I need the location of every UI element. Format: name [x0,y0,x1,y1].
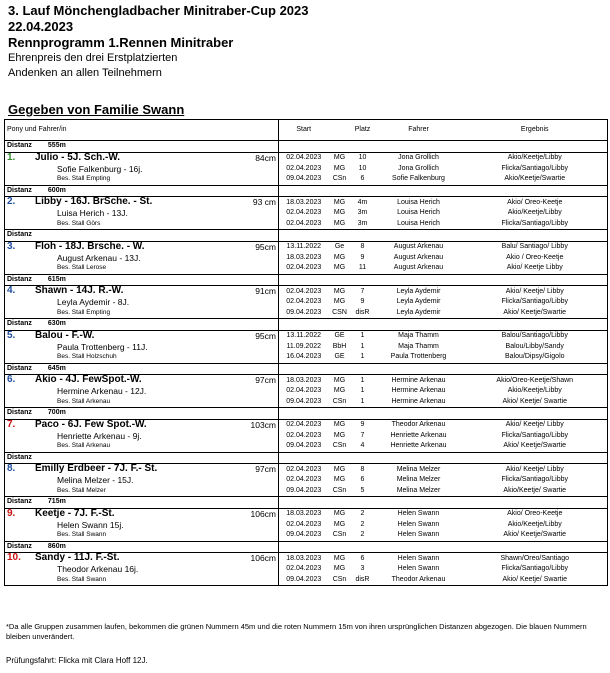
placement: 9 [360,298,365,306]
entry-row [5,486,608,497]
entry-row [5,553,608,565]
track-code: CSn [329,441,351,452]
start-number: 8. [7,463,16,474]
placement: disR [351,308,375,319]
race-program: Rennprogramm 1.Rennen Minitraber [8,35,234,50]
pony-name: Akio - 4J. FewSpot.-W. [35,374,142,385]
placement: 10 [358,164,367,172]
driver-name: Helen Swann [397,520,440,528]
distance-value: 600m [47,186,66,194]
race-result: Shawn/Oreo/Santiago [463,553,608,565]
placement: 2 [360,510,365,517]
placement: 1 [360,387,365,395]
stall-cell: Bes. Stall Görs [5,219,279,230]
pony-height: 97cm [255,464,276,474]
track-code: CSn [329,174,351,185]
pony-cell [5,375,279,387]
pony-cell [5,152,279,164]
start-number: 4. [7,285,16,296]
driver-name: Henriette Arkenau [375,441,463,452]
distance-label: Distanz [7,453,32,461]
rider-cell: August Arkenau - 13J. [5,253,279,264]
track-code: CSn [329,397,351,408]
race-date: 22.04.2023 [8,19,74,34]
start-date: 02.04.2023 [286,520,322,528]
driver-name: Louisa Herich [375,219,463,230]
rider-cell: Luisa Herich - 13J. [5,208,279,219]
start-date: 02.04.2023 [286,209,322,217]
distance-label: Distanz [7,231,32,239]
prize-line-2: Andenken an allen Teilnehmern [8,67,162,79]
race-result: Akio/ Keetje Libby [463,263,608,274]
start-number: 10. [7,552,21,563]
race-result: Akio/Keetje/Libby [463,386,608,397]
entry-row [5,219,608,230]
driver-name: Helen Swann [397,565,440,573]
start-date: 16.04.2023 [279,352,329,363]
entry-row [5,241,608,253]
entry-row [5,152,608,164]
race-result: Balou/Dipsy/Gigolo [463,352,608,363]
start-date: 02.04.2023 [286,287,322,295]
race-result: Akio/ Keetje/Swartie [463,530,608,541]
placement: 8 [360,465,365,473]
pony-height: 97cm [255,375,276,385]
driver-name: August Arkenau [375,263,463,274]
driver-name: Helen Swann [397,510,440,517]
placement: 7 [360,431,365,439]
pony-name: Emilly Erdbeer - 7J. F.- St. [35,463,158,474]
entry-row [5,464,608,476]
distance-cell [5,452,279,464]
entry-row [5,431,608,442]
distance-cell [5,363,279,375]
start-number: 2. [7,196,16,207]
race-result: Akio/Oreo-Keetje/Shawn [463,375,608,387]
distance-cell [5,541,279,553]
driver-name: Maja Thamm [398,342,439,350]
start-date: 18.03.2023 [286,376,322,384]
placement: 10 [358,154,367,161]
entry-row [5,520,608,531]
driver-name: Jona Grollich [398,164,439,172]
entry-row [5,419,608,431]
start-number: 7. [7,419,16,430]
entry-row [5,174,608,185]
entry-row [5,342,608,353]
race-result: Flicka/Santiago/Libby [463,219,608,230]
start-date: 02.04.2023 [286,298,322,306]
distance-label: Distanz [7,142,32,150]
start-date: 18.03.2023 [286,198,322,206]
entry-row [5,564,608,575]
placement: 4 [351,441,375,452]
start-date: 09.04.2023 [279,174,329,185]
stall-cell: Bes. Stall Swann [5,575,279,586]
race-result: Flicka/Santiago/Libby [463,564,608,575]
race-result: Flicka/Santiago/Libby [463,164,608,175]
pony-cell [5,330,279,342]
stall-cell: Bes. Stall Arkenau [5,441,279,452]
pony-height: 84cm [255,152,276,163]
entry-row [5,197,608,209]
distance-value: 860m [47,542,66,550]
driver-name: Henriette Arkenau [390,431,447,439]
pony-cell [5,553,279,565]
document-header [8,3,309,81]
rider-cell: Henriette Arkenau - 9j. [5,431,279,442]
pony-height: 106cm [250,553,276,563]
prize-line-1: Ehrenpreis den drei Erstplatzierten [8,52,178,64]
placement: 11 [351,263,375,274]
placement: 9 [360,421,365,428]
entry-row [5,263,608,274]
distance-label: Distanz [7,275,32,283]
start-date: 02.04.2023 [286,465,322,473]
document-title: 3. Lauf Mönchengladbacher Minitraber-Cup 2023 [8,3,309,18]
track-code: MG [329,263,351,274]
driver-name: Sofie Falkenburg [375,174,463,185]
start-date: 09.04.2023 [279,397,329,408]
track-code: MG [333,421,346,428]
distance-value: 630m [47,320,66,328]
distance-row [5,541,608,553]
race-result: Akio/Keetje/Libby [463,152,608,164]
start-date: 02.04.2023 [286,154,322,161]
track-code: MG [333,510,346,517]
stall-cell: Bes. Stall Holzschuh [5,352,279,363]
race-result: Flicka/Santiago/Libby [463,431,608,442]
start-date: 09.04.2023 [279,575,329,586]
start-number: 1. [7,152,16,163]
stall-cell: Bes. Stall Empting [5,308,279,319]
start-date: 02.04.2023 [286,431,322,439]
race-result: Akio/ Oreo-Keetje [463,508,608,520]
race-program-table [4,119,608,586]
distance-row [5,230,608,242]
start-date: 09.04.2023 [279,486,329,497]
driver-name: August Arkenau [393,243,444,250]
placement: disR [351,575,375,586]
track-code: MG [333,253,346,261]
driver-name: Helen Swann [397,554,440,562]
entry-row [5,441,608,452]
rider-cell: Helen Swann 15j. [5,520,279,531]
driver-name: August Arkenau [393,253,444,261]
pony-cell [5,464,279,476]
placement: 9 [360,253,365,261]
entry-row [5,375,608,387]
start-date: 02.04.2023 [286,164,322,172]
pony-height: 93 cm [252,197,276,207]
driver-name: Jona Grollich [398,154,439,161]
race-result: Akio/Keetje/Libby [463,520,608,531]
distance-label: Distanz [7,364,32,372]
track-code: CSn [329,575,351,586]
distance-value: 715m [47,498,66,506]
race-result: Akio/Keetje/Swartie [463,174,608,185]
track-code: MG [333,198,346,206]
distance-cell [5,185,279,197]
rider-cell: Leyla Aydemir - 8J. [5,297,279,308]
start-date: 02.04.2023 [279,219,329,230]
track-code: CSN [329,308,351,319]
placement: 4m [357,198,368,206]
race-result: Balou/Libby/Sandy [463,342,608,353]
start-date: 02.04.2023 [286,421,322,428]
distance-row [5,408,608,420]
entry-row [5,286,608,298]
race-result: Akio / Oreo-Keetje [463,253,608,264]
race-result: Akio/ Oreo-Keetje [463,197,608,209]
driver-name: Louisa Herich [397,209,440,217]
start-date: 11.09.2022 [286,342,321,350]
track-code: MG [333,287,346,295]
track-code: CSn [329,486,351,497]
placement: 6 [360,554,365,562]
track-code: MG [333,476,346,484]
placement: 3m [357,209,368,217]
entry-row [5,386,608,397]
start-date: 02.04.2023 [279,263,329,274]
entry-row [5,208,608,219]
race-result: Akio/ Keetje/ Libby [463,419,608,431]
race-result: Balu/ Santiago/ Libby [463,241,608,253]
column-header-pony: Pony und Fahrer/in [5,120,279,141]
placement: 1 [360,376,365,384]
placement: 6 [360,476,365,484]
distance-value: 645m [47,364,66,372]
driver-name: Theodor Arkenau [391,421,446,428]
track-code: MG [333,164,346,172]
start-number: 6. [7,374,16,385]
distance-cell [5,274,279,286]
placement: 6 [351,174,375,185]
entry-row [5,308,608,319]
pony-cell [5,286,279,298]
distance-row [5,141,608,153]
rider-cell: Hermine Arkenau - 12J. [5,386,279,397]
track-code: MG [333,376,346,384]
placement: 3 [360,565,365,573]
driver-name: Melina Melzer [396,465,441,473]
distance-label: Distanz [7,186,32,194]
track-code: Ge [334,243,345,250]
driver-name: Leyla Aydemir [375,308,463,319]
race-result: Flicka/Santiago/Libby [463,475,608,486]
track-code: MG [333,387,346,395]
given-by: Gegeben von Familie Swann [8,102,185,117]
distance-cell [5,319,279,331]
start-date: 09.04.2023 [279,530,329,541]
race-result: Akio/ Keetje/ Swartie [463,575,608,586]
start-number: 5. [7,330,16,341]
pony-cell [5,241,279,253]
distance-value: 700m [47,409,66,417]
pony-name: Sandy - 11J. F.-St. [35,552,120,563]
placement: 1 [360,332,365,339]
race-result: Akio/Keetje/Libby [463,208,608,219]
start-date: 02.04.2023 [286,387,322,395]
start-date: 18.03.2023 [286,253,322,261]
column-header-start: Start [279,120,329,141]
track-code: GE [329,352,351,363]
race-result: Akio/ Keetje/Swartie [463,308,608,319]
start-date: 13.11.2022 [286,332,321,339]
driver-name: Maja Thamm [398,332,439,339]
start-number: 9. [7,508,16,519]
distance-row [5,319,608,331]
track-code: MG [333,565,346,573]
distance-row [5,452,608,464]
entry-row [5,352,608,363]
stall-cell: Bes. Stall Lerose [5,263,279,274]
driver-name: Hermine Arkenau [391,376,446,384]
placement: 1 [360,342,365,350]
pony-height: 106cm [250,508,276,519]
track-code: MG [333,465,346,473]
entry-row [5,530,608,541]
distance-label: Distanz [7,542,32,550]
driver-name: Helen Swann [375,530,463,541]
race-result: Flicka/Santiago/Libby [463,297,608,308]
race-result: Balou/Santiago/Libby [463,330,608,342]
track-code: BbH [332,342,347,350]
driver-name: Theodor Arkenau [375,575,463,586]
pony-height: 95cm [255,241,276,252]
track-code: MG [333,298,346,306]
distance-row [5,185,608,197]
pony-height: 95cm [255,330,276,341]
entry-row [5,253,608,264]
distance-cell [5,408,279,420]
stall-cell: Bes. Stall Swann [5,530,279,541]
race-result: Akio/ Keetje/Swartie [463,441,608,452]
track-code: MG [333,520,346,528]
driver-name: Leyla Aydemir [396,287,441,295]
stall-cell: Bes. Stall Arkenau [5,397,279,408]
driver-name: Melina Melzer [396,476,441,484]
entry-row [5,330,608,342]
pony-name: Shawn - 14J. R.-W. [35,285,124,296]
placement: 8 [360,243,365,250]
race-result: Akio/Keetje/ Swartie [463,486,608,497]
driver-name: Hermine Arkenau [375,397,463,408]
distance-label: Distanz [7,320,32,328]
column-header-ergebnis: Ergebnis [463,120,608,141]
distance-label: Distanz [7,409,32,417]
pony-name: Balou - F.-W. [35,330,95,341]
pony-name: Libby - 16J. BrSche. - St. [35,196,153,207]
placement: 3m [351,219,375,230]
distance-cell [5,497,279,509]
distance-row [5,497,608,509]
pony-name: Floh - 18J. Brsche. - W. [35,241,145,252]
distance-row [5,363,608,375]
placement: 7 [360,287,365,295]
track-code: MG [333,154,346,161]
stall-cell: Bes. Stall Melzer [5,486,279,497]
start-date: 18.03.2023 [286,510,322,517]
pony-cell [5,197,279,209]
column-header-platz: Platz [351,120,375,141]
start-date: 02.04.2023 [286,476,322,484]
entry-row [5,164,608,175]
pruefungsfahrt-note: Prüfungsfahrt: Flicka mit Clara Hoff 12J. [6,656,148,665]
driver-name: Hermine Arkenau [391,387,446,395]
start-date: 09.04.2023 [279,308,329,319]
track-code: MG [333,554,346,562]
track-code: CSn [329,530,351,541]
track-code: MG [329,219,351,230]
pony-cell [5,508,279,520]
start-date: 13.11.2022 [286,243,321,250]
race-result: Akio/ Keetje/ Libby [463,286,608,298]
entry-row [5,508,608,520]
start-date: 02.04.2023 [286,565,322,573]
track-code: MG [333,431,346,439]
start-date: 18.03.2023 [286,554,322,562]
stall-cell: Bes. Stall Empting [5,174,279,185]
race-result: Akio/ Keetje/ Swartie [463,397,608,408]
distance-label: Distanz [7,498,32,506]
pony-height: 91cm [255,286,276,296]
start-number: 3. [7,241,16,252]
pony-name: Keetje - 7J. F.-St. [35,508,115,519]
distance-cell [5,230,279,242]
pony-name: Paco - 6J. Few Spot.-W. [35,419,147,430]
driver-name: Leyla Aydemir [396,298,441,306]
placement: 2 [360,520,365,528]
track-code: GE [334,332,345,339]
distance-value: 555m [47,142,66,150]
distance-cell [5,141,279,153]
rider-cell: Melina Melzer - 15J. [5,475,279,486]
driver-name: Melina Melzer [375,486,463,497]
column-header-fahrer: Fahrer [375,120,463,141]
rider-cell: Paula Trottenberg - 11J. [5,342,279,353]
rider-cell: Sofie Falkenburg - 16j. [5,164,279,175]
placement: 5 [351,486,375,497]
race-result: Akio/ Keetje/ Libby [463,464,608,476]
entry-row [5,397,608,408]
pony-cell [5,419,279,431]
rider-cell: Theodor Arkenau 16j. [5,564,279,575]
pony-name: Julio - 5J. Sch.-W. [35,152,121,163]
placement: 1 [351,397,375,408]
footnote: *Da alle Gruppen zusammen laufen, bekommen die grünen Nummern 45m und die roten Nummern 15m von ihren ursprünglichen Distanzen abgezogen. Die blauen Nummern bleiben unverändert. [6,622,587,641]
start-date: 09.04.2023 [279,441,329,452]
distance-row [5,274,608,286]
pony-height: 103cm [250,419,276,430]
placement: 2 [351,530,375,541]
entry-row [5,297,608,308]
entry-row [5,575,608,586]
entry-row [5,475,608,486]
track-code: MG [333,209,346,217]
driver-name: Paula Trottenberg [375,352,463,363]
placement: 1 [351,352,375,363]
distance-value: 615m [47,275,66,283]
driver-name: Louisa Herich [397,198,440,206]
